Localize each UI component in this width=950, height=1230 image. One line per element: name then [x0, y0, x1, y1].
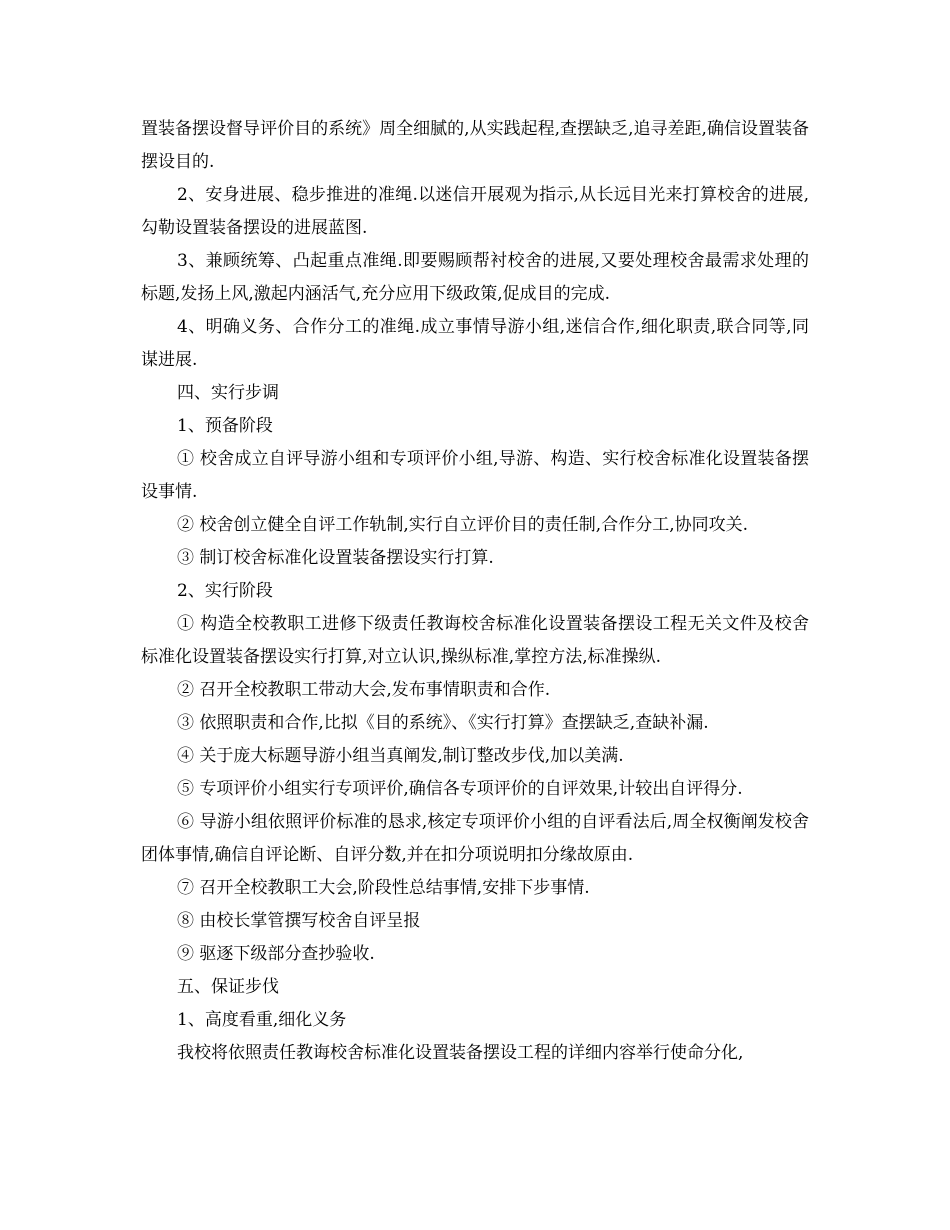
list-item-impl-3: ③ 依照职责和合作,比拟《目的系统》、《实行打算》查摆缺乏,查缺补漏. [177, 713, 709, 733]
section-heading-implementation-steps: 四、实行步调 [177, 383, 279, 403]
list-item-impl-2: ② 召开全校教职工带动大会,发布事情职责和合作. [177, 680, 551, 700]
list-item-impl-9: ⑨ 驱逐下级部分查抄验收. [177, 944, 375, 964]
list-item-prep-3: ③ 制订校舍标准化设置装备摆设实行打算. [177, 548, 494, 568]
list-item-impl-1: ① 构造全校教职工进修下级责任教诲校舍标准化设置装备摆设工程无关文件及校舍标准化设置装备摆设实行打算,对立认识,操纵标准,掌控方法,标准操纵. [141, 614, 809, 667]
paragraph-principle-4: 4、明确义务、合作分工的准绳.成立事情导游小组,迷信合作,细化职责,联合同等,同谋进展. [141, 317, 809, 370]
list-item-prep-1: ① 校舍成立自评导游小组和专项评价小组,导游、构造、实行校舍标准化设置装备摆设事情. [141, 449, 809, 502]
subheading-attach-importance: 1、高度看重,细化义务 [177, 1010, 347, 1030]
paragraph-continuation: 置装备摆设督导评价目的系统》周全细腻的,从实践起程,查摆缺乏,追寻差距,确信设置装备摆设目的. [141, 119, 809, 172]
document-body [141, 113, 809, 1070]
list-item-prep-2: ② 校舍创立健全自评工作轨制,实行自立评价目的责任制,合作分工,协同攻关. [177, 515, 749, 535]
subheading-implementation-stage: 2、实行阶段 [177, 581, 273, 601]
list-item-impl-5: ⑤ 专项评价小组实行专项评价,确信各专项评价的自评效果,计较出自评得分. [177, 779, 743, 799]
list-item-impl-6: ⑥ 导游小组依照评价标准的恳求,核定专项评价小组的自评看法后,周全权衡阐发校舍团体事情,确信自评论断、自评分数,并在扣分项说明扣分缘故原由. [141, 812, 809, 865]
paragraph-principle-3: 3、兼顾统筹、凸起重点准绳.即要赐顾帮衬校舍的进展,又要处理校舍最需求处理的标题,发扬上风,激起内涵活气,充分应用下级政策,促成目的完成. [141, 251, 809, 304]
section-heading-safeguard-measures: 五、保证步伐 [177, 977, 279, 997]
list-item-impl-7: ⑦ 召开全校教职工大会,阶段性总结事情,安排下步事情. [177, 878, 590, 898]
list-item-impl-8: ⑧ 由校长掌管撰写校舍自评呈报 [177, 911, 421, 931]
list-item-impl-4: ④ 关于庞大标题导游小组当真阐发,制订整改步伐,加以美满. [177, 746, 624, 766]
paragraph-task-decomposition: 我校将依照责任教诲校舍标准化设置装备摆设工程的详细内容举行使命分化, [177, 1043, 744, 1063]
paragraph-principle-2: 2、安身进展、稳步推进的准绳.以迷信开展观为指示,从长远目光来打算校舍的进展,勾勒设置装备摆设的进展蓝图. [141, 185, 809, 238]
subheading-preparation-stage: 1、预备阶段 [177, 416, 273, 436]
